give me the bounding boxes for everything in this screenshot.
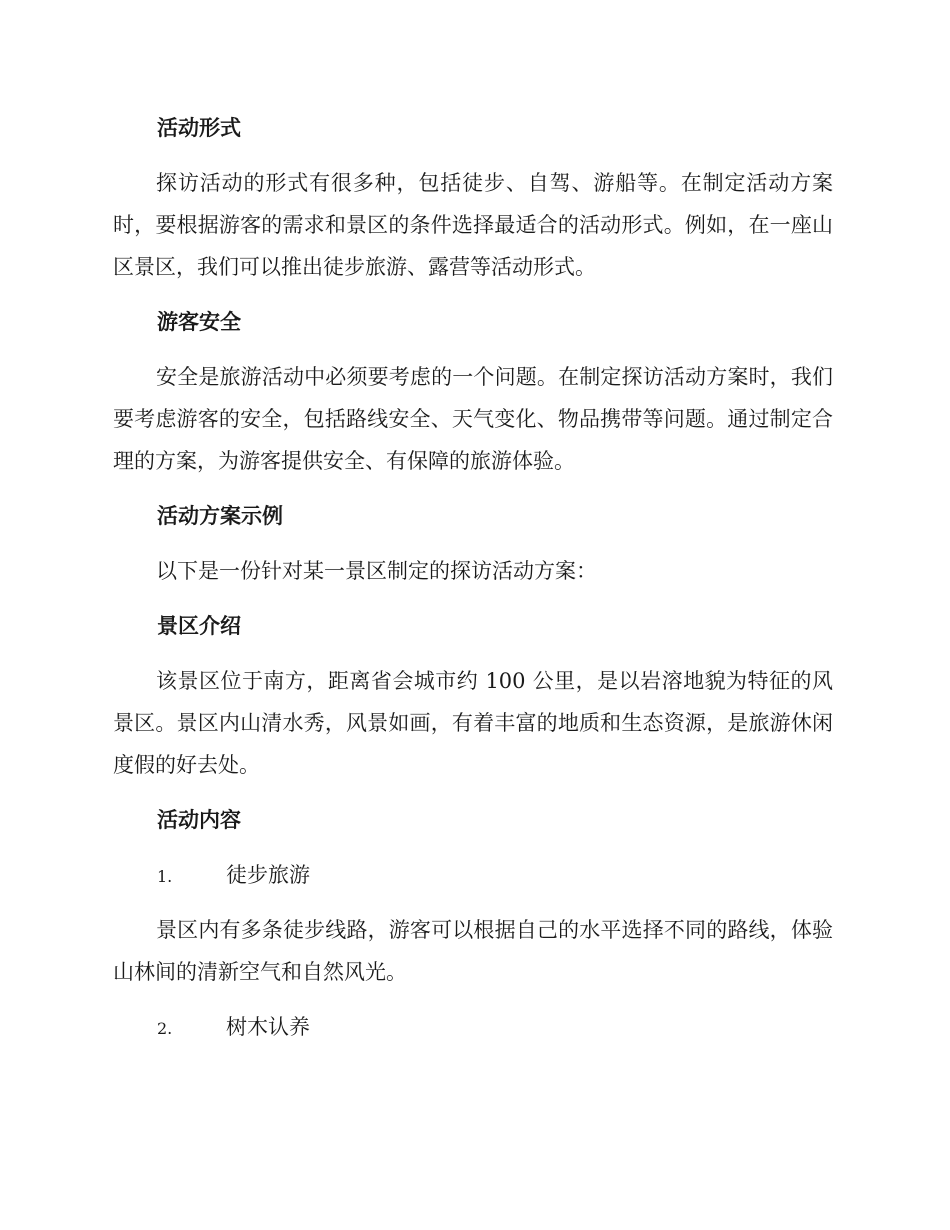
- section-heading: 景区介绍: [157, 614, 241, 638]
- section-paragraph: 安全是旅游活动中必须要考虑的一个问题。在制定探访活动方案时，我们要考虑游客的安全，包括路线安全、天气变化、物品携带等问题。通过制定合理的方案，为游客提供安全、有保障的旅游体验。: [113, 365, 833, 473]
- section-paragraph: 探访活动的形式有很多种，包括徒步、自驾、游船等。在制定活动方案时，要根据游客的需求和景区的条件选择最适合的活动形式。例如，在一座山区景区，我们可以推出徒步旅游、露营等活动形式。: [113, 171, 833, 279]
- list-item-paragraph: 景区内有多条徒步线路，游客可以根据自己的水平选择不同的路线，体验山林间的清新空气和自然风光。: [113, 918, 833, 984]
- list-item-number: 1.: [157, 867, 173, 886]
- section-heading: 活动形式: [157, 116, 241, 140]
- section-paragraph: 该景区位于南方，距离省会城市约 100 公里，是以岩溶地貌为特征的风景区。景区内山清水秀，风景如画，有着丰富的地质和生态资源，是旅游休闲度假的好去处。: [113, 669, 833, 777]
- list-item-title: 徒步旅游: [226, 863, 310, 887]
- list-item: [157, 861, 310, 891]
- list-item-number: 2.: [157, 1019, 173, 1038]
- section-heading: 活动内容: [157, 808, 241, 832]
- section-heading: 游客安全: [157, 310, 241, 334]
- section-paragraph: 以下是一份针对某一景区制定的探访活动方案：: [156, 559, 597, 583]
- list-item: [157, 1013, 310, 1043]
- list-item-title: 树木认养: [226, 1015, 310, 1039]
- section-heading: 活动方案示例: [157, 504, 283, 528]
